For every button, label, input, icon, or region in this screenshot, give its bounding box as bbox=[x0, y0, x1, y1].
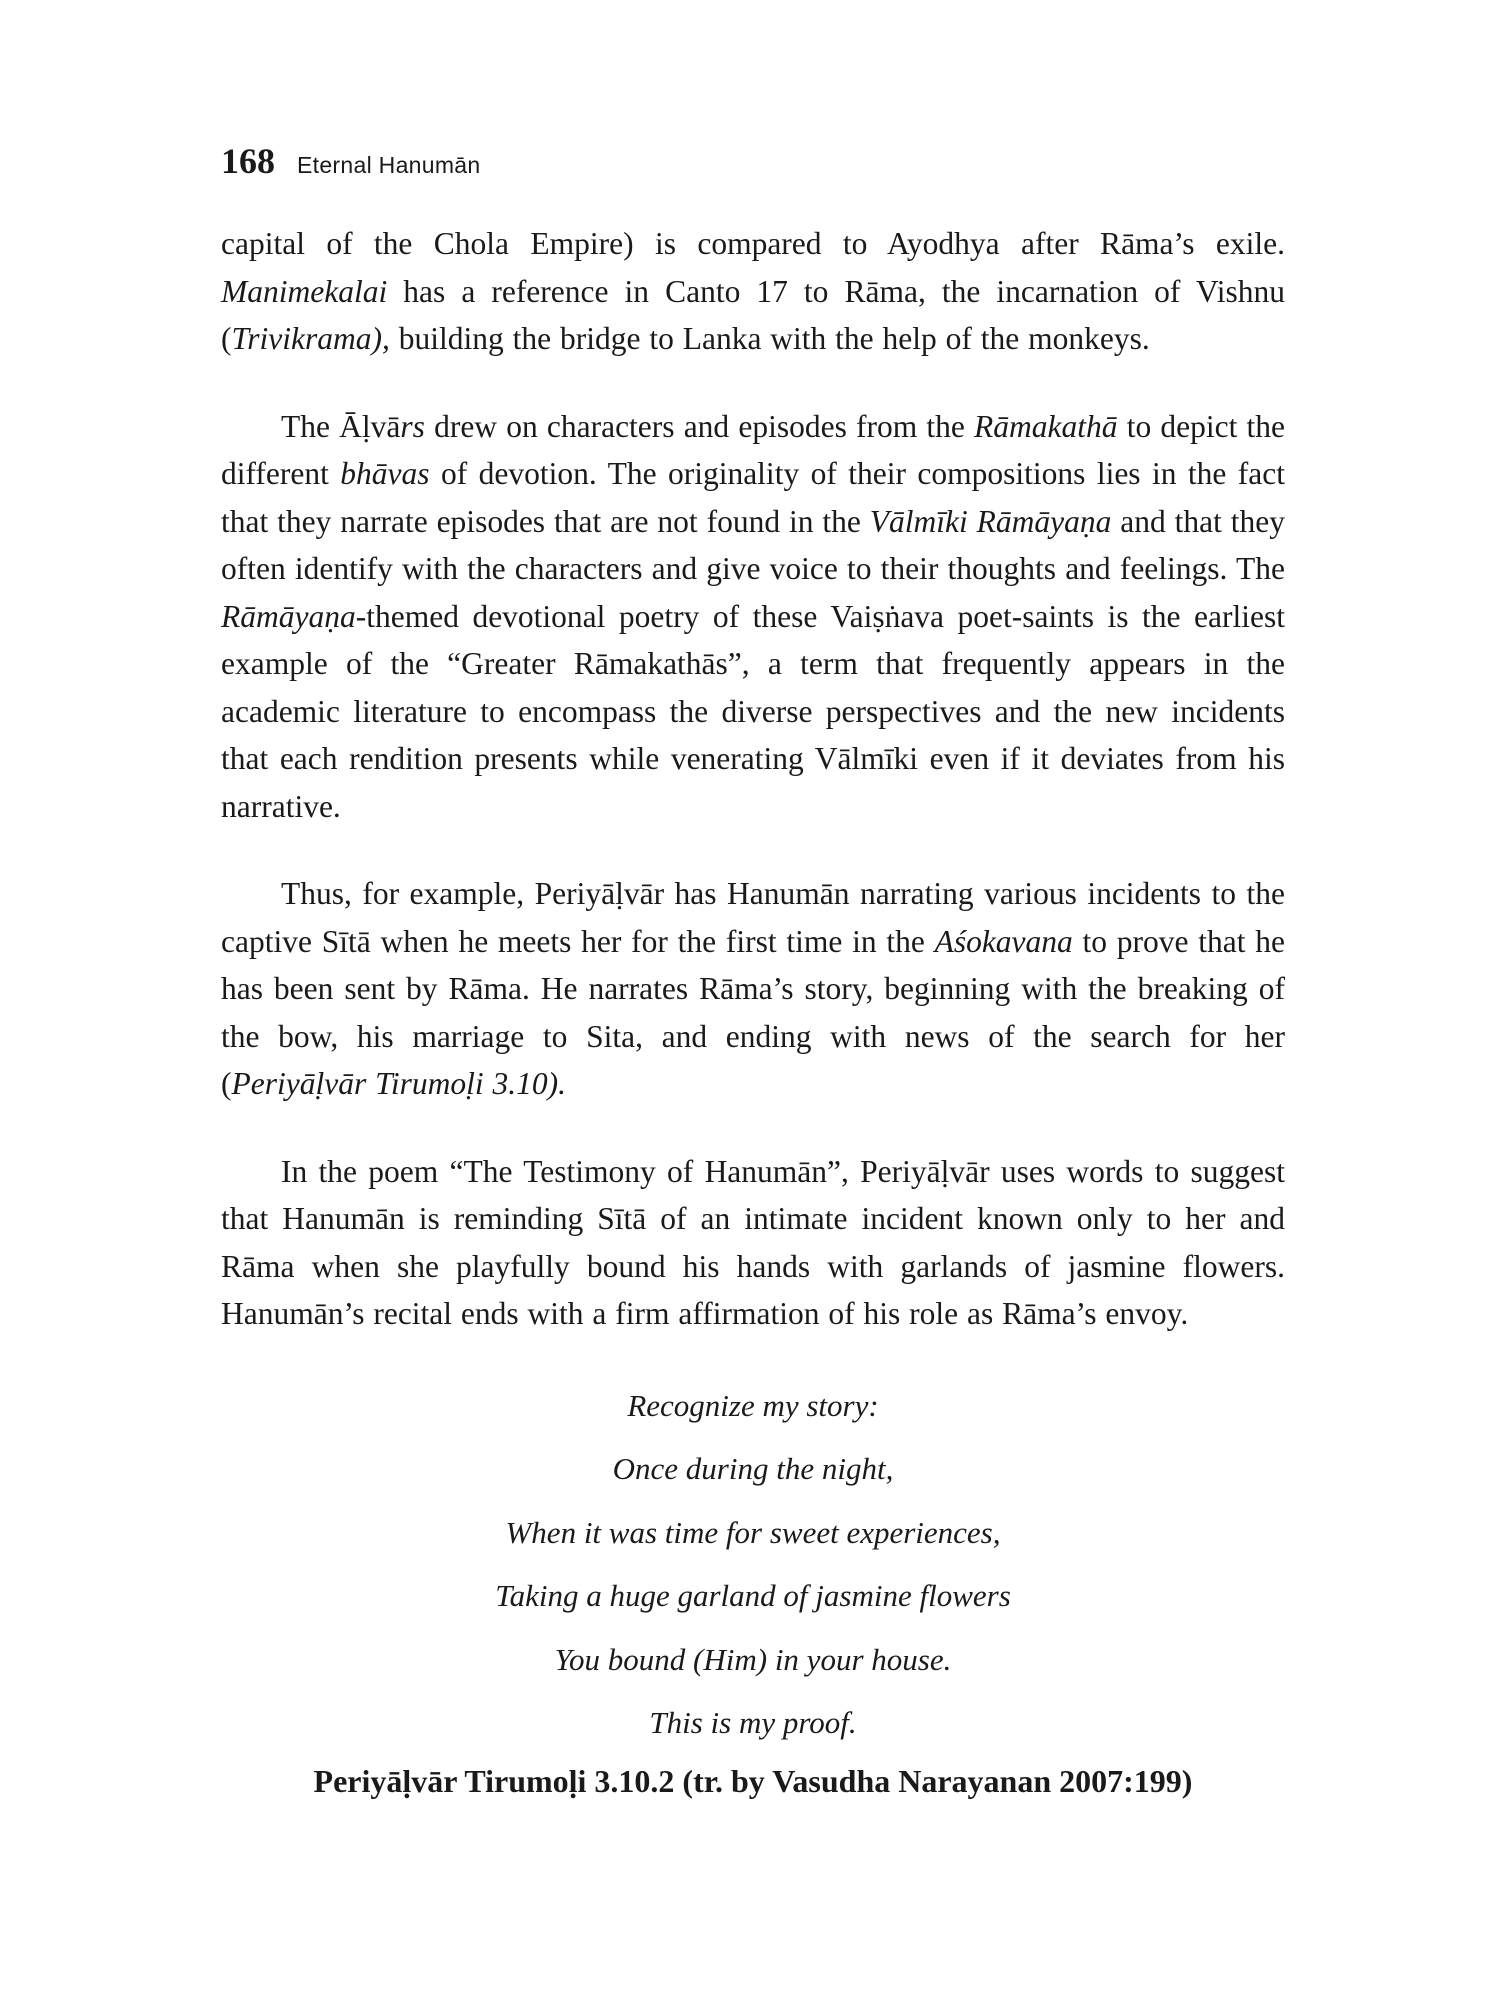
italic-text-run: Manimekalai bbox=[221, 273, 388, 309]
poem-line: This is my proof. bbox=[649, 1705, 857, 1740]
poem-citation: Periyāḷvār Tirumoḷi 3.10.2 (tr. by Vasudha Narayanan 2007:199) bbox=[313, 1762, 1193, 1799]
text-run: building the bridge to Lanka with the help of the monkeys. bbox=[389, 321, 1150, 356]
italic-text-run: Trivikrama), bbox=[231, 321, 390, 356]
paragraph-testimony bbox=[221, 1148, 1285, 1338]
italic-text-run: rs bbox=[400, 408, 425, 444]
running-head bbox=[221, 140, 1285, 182]
italic-text-run: Periyāḷvār Tirumoḷi 3.10). bbox=[231, 1066, 566, 1101]
poem-line: Recognize my story: bbox=[627, 1387, 879, 1423]
italic-text-run: Rāmāyaṇa bbox=[221, 598, 356, 634]
page-number: 168 bbox=[221, 141, 275, 181]
text-run: -themed devotional poetry of these Vaiṣṅava poet-saints is the earliest example of the “Greater Rāmakathās”, a term that frequently appears in the academic literature to encompass the diverse perspectives and the new incidents that each rendition presents while venerating Vālmīki even if it deviates from his narrative. bbox=[221, 598, 1285, 824]
text-run: has a reference in Canto 17 to Rāma, the incarnation of Vishnu ( bbox=[221, 273, 1285, 356]
paragraph-alvars bbox=[221, 403, 1285, 831]
poem-line: Taking a huge garland of jasmine flowers bbox=[495, 1578, 1011, 1613]
text-run: The Āḷvā bbox=[281, 408, 401, 444]
text-run: to depict the different bbox=[221, 408, 1285, 491]
text-run: capital of the Chola Empire) is compared to Ayodhya after Rāma’s exile. bbox=[221, 226, 1285, 261]
paragraph-continued bbox=[221, 220, 1285, 363]
poem-quotation bbox=[221, 1374, 1285, 1803]
text-run: drew on characters and episodes from the bbox=[424, 408, 975, 444]
poem-line: You bound (Him) in your house. bbox=[554, 1641, 952, 1677]
text-run: In the poem “The Testimony of Hanumān”, Periyāḷvār uses words to suggest that Hanumān is reminding Sītā of an intimate incident known only to her and Rāma when she playfully bound his hands with garlands of jasmine flowers. Hanumān’s recital ends with a firm affirmation of his role as Rāma’s envoy. bbox=[221, 1153, 1285, 1331]
text-run: to prove that he has been sent by Rāma. He narrates Rāma’s story, beginning with the breaking of the bow, his marriage to Sita, and ending with news of the search for her ( bbox=[221, 923, 1285, 1101]
text-run: Thus, for example, Periyāḷvār has Hanumān narrating various incidents to the captive Sītā when he meets her for the first time in the bbox=[221, 876, 1285, 959]
book-page bbox=[221, 140, 1285, 1803]
italic-text-run: Aśokavana bbox=[934, 923, 1073, 959]
poem-line: When it was time for sweet experiences, bbox=[505, 1514, 1001, 1550]
text-run: of devotion. The originality of their compositions lies in the fact that they narrate episodes that are not found in the bbox=[221, 456, 1285, 539]
book-title: Eternal Hanumān bbox=[297, 152, 481, 178]
italic-text-run: Vālmīki Rāmāyaṇa bbox=[869, 503, 1112, 539]
text-run: and that they often identify with the characters and give voice to their thoughts and feelings. The bbox=[221, 503, 1285, 586]
italic-text-run: bhāvas bbox=[340, 456, 430, 491]
italic-text-run: Rāmakathā bbox=[974, 408, 1118, 444]
poem-line: Once during the night, bbox=[612, 1451, 894, 1486]
paragraph-periyalvar-example bbox=[221, 870, 1285, 1108]
